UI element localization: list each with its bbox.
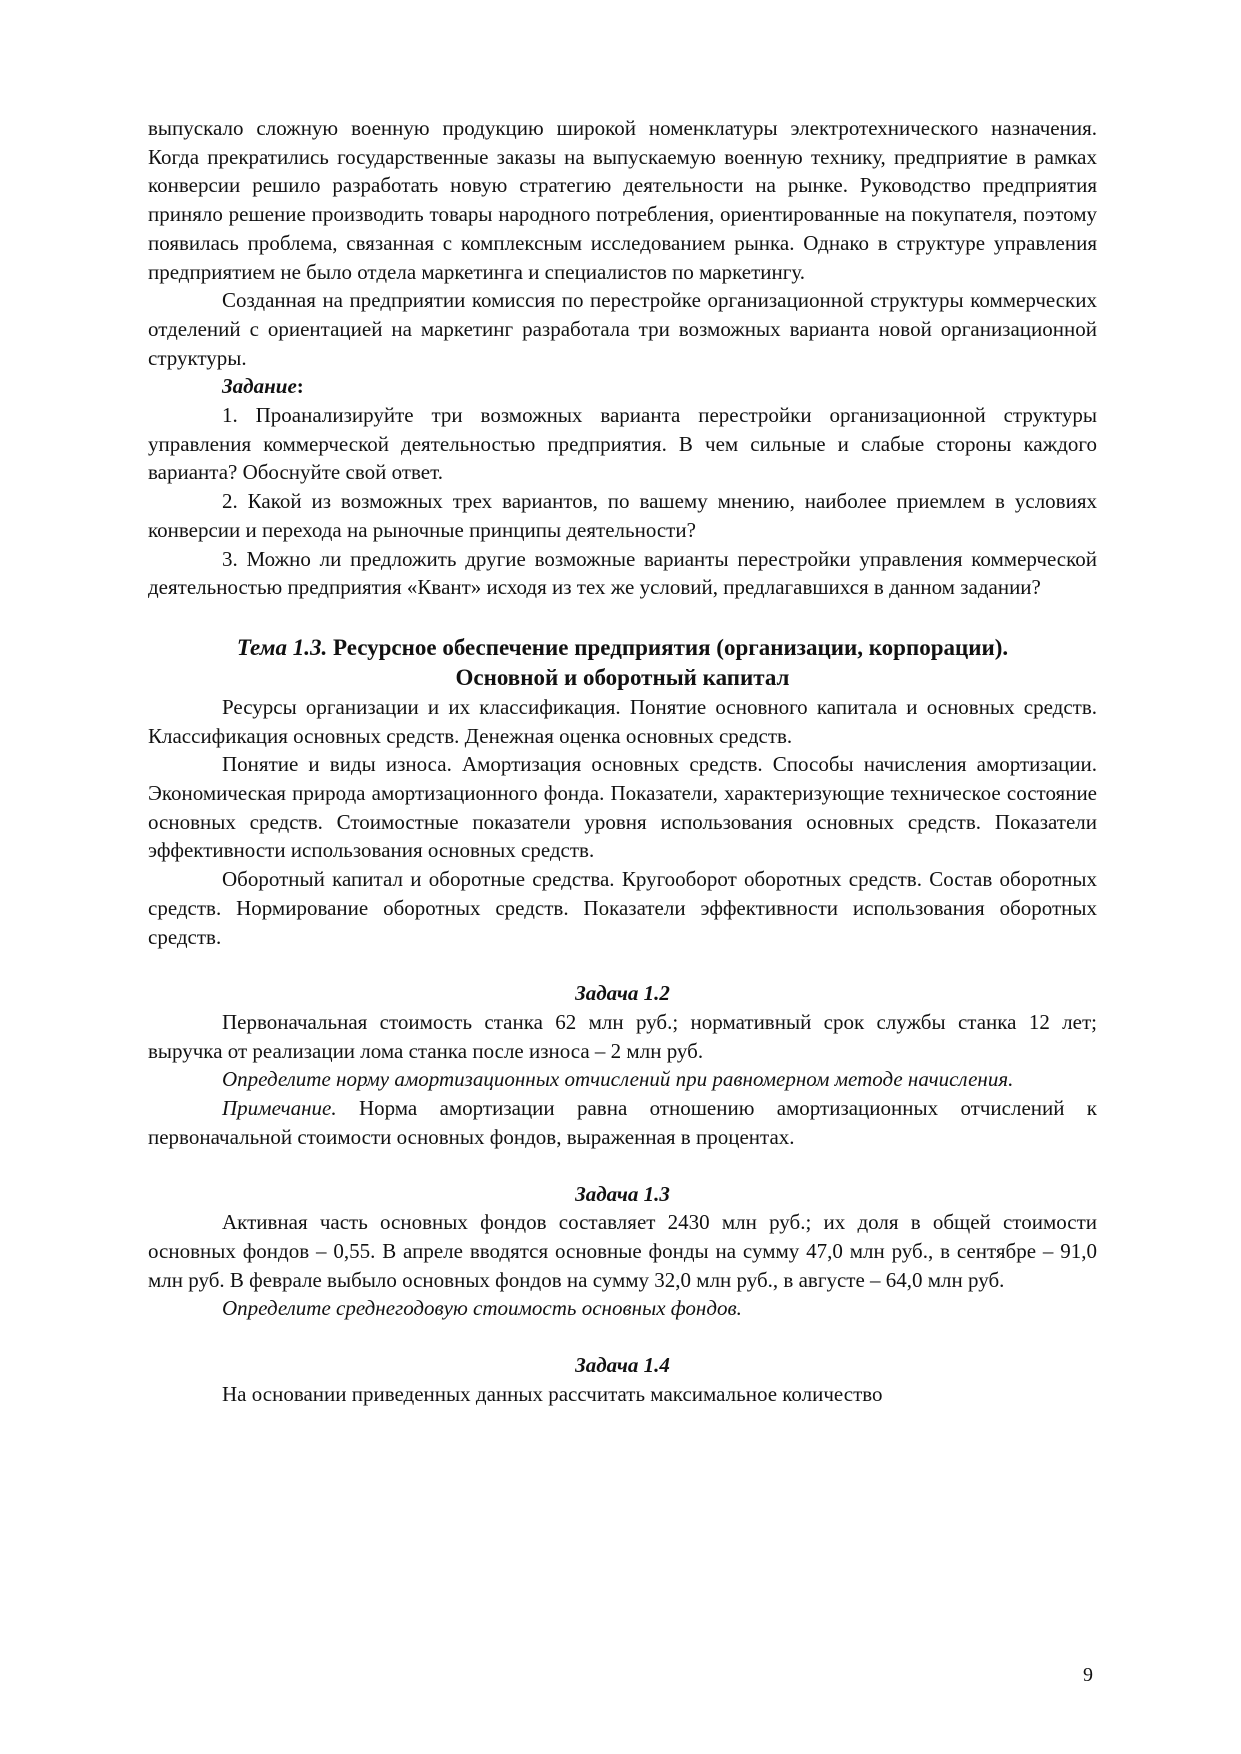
task-1-2-instruction: Определите норму амортизационных отчислений при равномерном методе начисления. <box>222 1067 1014 1092</box>
task-label: Задание <box>222 374 297 399</box>
question-2: 2. Какой из возможных трех вариантов, по вашему мнению, наиболее приемлем в условиях конверсии и перехода на рыночные принципы деятельности? <box>148 489 1097 542</box>
page-number: 9 <box>1083 1664 1093 1686</box>
section-paragraph-3: Оборотный капитал и оборотные средства. Кругооборот оборотных средств. Состав оборотных средств. Нормирование оборотных средств. Показатели эффективности использования оборотных средств. <box>148 867 1097 949</box>
section-title-line-1: Ресурсное обеспечение предприятия (организации, корпорации). <box>332 634 1009 660</box>
topic-label: Тема 1.3. <box>236 634 328 660</box>
task-1-3-paragraph-1: Активная часть основных фондов составляет 2430 млн руб.; их доля в общей стоимости основных фондов – 0,55. В апреле вводятся основные фонды на сумму 47,0 млн руб., в сентябре – 91,0 млн руб. В феврале выбыло основных фондов на сумму 32,0 млн руб., в августе – 64,0 млн руб. <box>148 1210 1097 1292</box>
task-1-2-title: Задача 1.2 <box>575 981 670 1006</box>
section-title-line-2: Основной и оборотный капитал <box>455 664 790 690</box>
section-heading-line-1 <box>148 633 1097 663</box>
intro-paragraph-1: выпускало сложную военную продукцию широкой номенклатуры электротехнического назначения. Когда прекратились государственные заказы на выпускаемую военную технику, предприятие в рамках конверсии решило разработать новую стратегию деятельности на рынке. Руководство предприятия приняло решение производить товары народного потребления, ориентированные на покупателя, поэтому появилась проблема, связанная с комплексным исследованием рынка. Однако в структуре управления предприятием не было отдела маркетинга и специалистов по маркетингу. <box>148 116 1097 284</box>
task-1-2-paragraph-1: Первоначальная стоимость станка 62 млн руб.; нормативный срок службы станка 12 лет; выручка от реализации лома станка после износа – 2 млн руб. <box>148 1009 1097 1063</box>
task-1-2-note <box>148 1094 1097 1151</box>
task-1-3-instruction: Определите среднегодовую стоимость основных фондов. <box>222 1296 742 1321</box>
note-text: Норма амортизации равна отношению амортизационных отчислений к первоначальной стоимости основных фондов, выраженная в процентах. <box>148 1096 1097 1149</box>
section-paragraph-1: Ресурсы организации и их классификация. Понятие основного капитала и основных средств. Классификация основных средств. Денежная оценка основных средств. <box>148 694 1097 748</box>
section-paragraph-2: Понятие и виды износа. Амортизация основных средств. Способы начисления амортизации. Экономическая природа амортизационного фонда. Показатели, характеризующие техническое состояние основных средств. Стоимостные показатели уровня использования основных средств. Показатели эффективности использования основных средств. <box>148 752 1097 863</box>
question-1: 1. Проанализируйте три возможных варианта перестройки организационной структуры управления коммерческой деятельностью предприятия. В чем сильные и слабые стороны каждого варианта? Обоснуйте свой ответ. <box>148 403 1097 485</box>
task-1-4-title: Задача 1.4 <box>575 1353 670 1378</box>
task-1-3-title: Задача 1.3 <box>575 1181 670 1206</box>
task-1-4-paragraph-1: На основании приведенных данных рассчитать максимальное количество <box>222 1381 883 1406</box>
note-label: Примечание. <box>222 1096 337 1121</box>
task-heading <box>148 372 1097 401</box>
page-body <box>148 114 1097 1408</box>
intro-paragraph-2: Созданная на предприятии комиссия по перестройке организационной структуры коммерческих отделений с ориентацией на маркетинг разработала три возможных варианта новой организационной структуры. <box>148 288 1097 370</box>
task-colon: : <box>296 374 304 399</box>
question-3: 3. Можно ли предложить другие возможные варианты перестройки управления коммерческой деятельностью предприятия «Квант» исходя из тех же условий, предлагавшихся в данном задании? <box>148 546 1097 600</box>
section-heading <box>148 633 1097 693</box>
